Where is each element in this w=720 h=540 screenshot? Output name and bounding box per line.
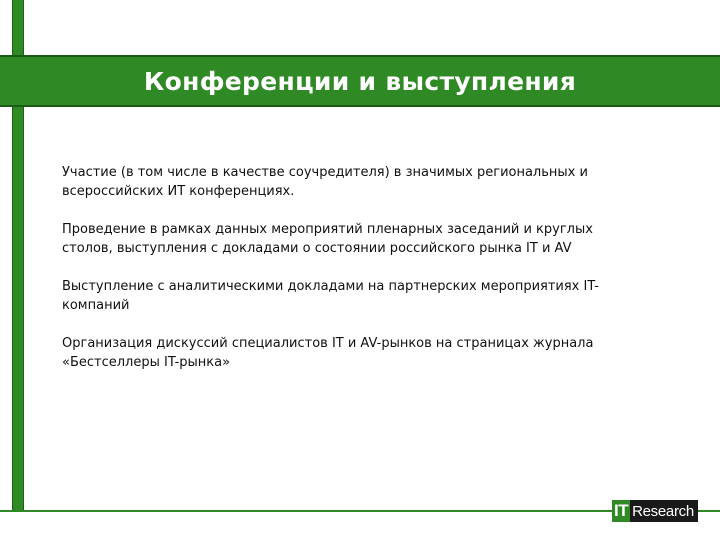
itresearch-logo [612,500,698,522]
paragraph-journal-discussions: Организация дискуссий специалистов IT и AV-рынков на страницах журнала «Бестселлеры IT-рынка» [62,336,594,370]
logo-it-text: IT [614,501,629,520]
paragraph-partner-events: Выступление с аналитическими докладами на партнерских мероприятиях IT-компаний [62,279,599,313]
title-banner [0,55,720,107]
logo-research-text: Research [630,500,698,522]
paragraph-plenary-sessions: Проведение в рамках данных мероприятий пленарных заседаний и круглых столов, выступления с докладами о состоянии российского рынка IT и AV [62,222,593,256]
slide-title: Конференции и выступления [143,66,577,96]
slide-body [62,163,647,391]
paragraph-conferences: Участие (в том числе в качестве соучредителя) в значимых региональных и всероссийских ИТ конференциях. [62,165,588,199]
